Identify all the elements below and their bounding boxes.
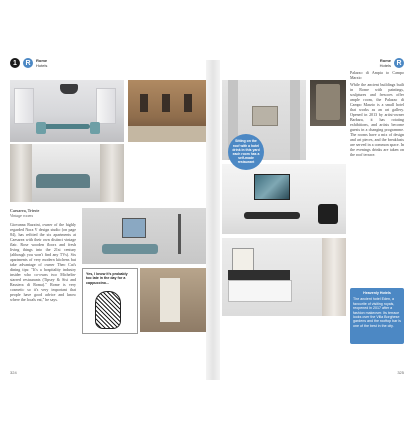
boxout-title: Heavenly Hotels bbox=[363, 291, 391, 295]
right-header-city: Rome bbox=[379, 58, 391, 63]
frame-shape bbox=[252, 106, 278, 126]
right-body-text: While the ancient buildings built in Rome with paintings, sculptures and frescoes offer ample room, the Palazzo di Campo Marzio is a small hotel that works as an art gallery. Opened in 2013 by artist-owner Barbara, it has rotating exhibitions, and artists become guests in a changing programme. The rooms have a mix of design and art pieces, and the breakfasts are served in a common space. In the evenings drinks are taken on the roof terrace. bbox=[350, 82, 404, 157]
section-icon: R bbox=[23, 58, 33, 68]
floor-lamp-shape bbox=[178, 214, 181, 254]
left-page bbox=[10, 58, 206, 378]
photo-gallery-room bbox=[222, 164, 346, 234]
photo-exterior bbox=[128, 80, 206, 142]
right-header-text bbox=[380, 58, 391, 68]
artwork-shape bbox=[254, 174, 290, 200]
window-shape bbox=[162, 94, 170, 112]
table-shape bbox=[42, 124, 90, 129]
chair-shape bbox=[90, 122, 100, 134]
cartoon-speech-bubble: Yes, I know it's probably too late in the day for a cappuccino... bbox=[86, 272, 128, 285]
right-column-title: Palazzo di Ampia to Campo Marzio bbox=[350, 70, 404, 80]
curtain-shape bbox=[100, 144, 124, 202]
photo-sitting-room bbox=[10, 144, 124, 202]
blue-callout-sticker: Sitting on the roof with a hotel drink in this yard each room has a self-made restaurant bbox=[228, 134, 264, 170]
caption-title: Caesarea, Trieste bbox=[10, 208, 40, 213]
owl-illustration-icon bbox=[95, 291, 121, 329]
left-header-city: Rome bbox=[36, 58, 48, 63]
bench-shape bbox=[244, 212, 300, 219]
artwork-shape bbox=[122, 218, 146, 238]
curtain-shape bbox=[322, 238, 346, 316]
column-shape bbox=[290, 80, 300, 160]
pendant-lamp-shape bbox=[60, 84, 78, 94]
left-header-text bbox=[36, 58, 47, 68]
photo-bedroom bbox=[222, 238, 346, 316]
photo-caption bbox=[10, 208, 76, 218]
page-gutter bbox=[206, 60, 220, 380]
left-page-header bbox=[10, 58, 47, 68]
photo-living-room bbox=[82, 208, 206, 264]
sofa-shape bbox=[36, 174, 90, 188]
left-page-number: 324 bbox=[10, 370, 17, 375]
chapter-number-badge: 1 bbox=[10, 58, 20, 68]
headboard-shape bbox=[228, 270, 290, 280]
bed-shape bbox=[228, 280, 292, 302]
window-shape bbox=[14, 88, 34, 124]
section-icon: R bbox=[394, 58, 404, 68]
window-shape bbox=[140, 94, 148, 112]
right-page-header bbox=[380, 58, 404, 68]
door-shape bbox=[160, 278, 180, 322]
window-shape bbox=[96, 88, 116, 124]
right-page bbox=[222, 58, 404, 378]
boxout-text: The ancient hotel Eden, a favourite of visiting royals, reopened in 2017 after a fashion makeover. Its terrace looks over the Villa Borghese gardens and the rooftop bar is one of the best in the city. bbox=[353, 297, 401, 328]
chair-shape bbox=[318, 204, 338, 224]
right-page-number: 325 bbox=[397, 370, 404, 375]
left-body-text: Giovanna Ruzzini, owner of the highly regarded Nora V design studio (on page 84), has refitted the six apartments at Caesarea with their own distinct vintage flair. Rose wooden floors and fresh living things into the 21st century (although you won't find any TVs). Six apartments of very modern kitchens but take advantage of owner Theo Cat's dining tips: "It's a hospitality industry insider who co-owns two Michelin-starred restaurants (Tipsey & Sisi and Rassiera di Roma)." Rome is very cosmetic so it's very important that people have good advice and know where the locals eat," he says. bbox=[10, 222, 76, 302]
chair-shape bbox=[36, 122, 46, 134]
curtain-shape bbox=[10, 144, 32, 202]
photo-lamp-detail bbox=[310, 80, 346, 126]
lampshade-shape bbox=[316, 84, 340, 120]
right-header-section: Hotels bbox=[379, 63, 391, 68]
photo-hallway bbox=[140, 268, 206, 332]
sofa-shape bbox=[102, 244, 158, 254]
photo-lounge bbox=[10, 80, 124, 142]
heavenly-hotels-boxout bbox=[350, 288, 404, 344]
caption-subtitle: Vintage rooms bbox=[10, 213, 33, 218]
floor-shape bbox=[128, 126, 206, 142]
left-header-section: Hotels bbox=[36, 63, 48, 68]
cartoon-illustration bbox=[82, 268, 138, 334]
window-shape bbox=[184, 94, 192, 112]
